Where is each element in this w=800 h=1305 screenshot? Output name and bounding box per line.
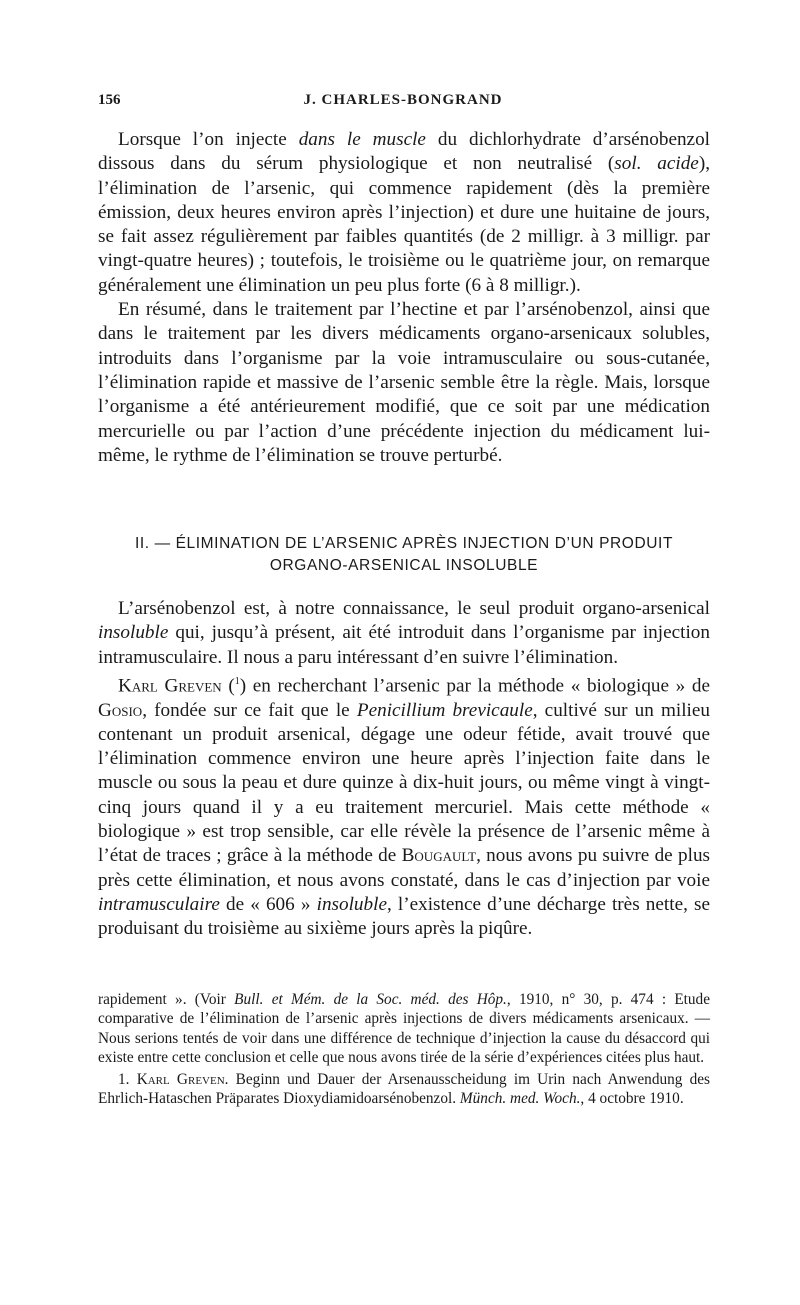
text-run: qui, jusqu’à présent, ait été introduit dans l’organisme par injection intramusculaire. Il nous a paru intéressant d’en suivre l’élimination. bbox=[98, 622, 710, 668]
text-run: , nous avons pu suivre de plus près cette élimination, et nous avons constaté, dans le cas d’injection par voie bbox=[98, 845, 711, 891]
italic-text: Penicillium brevicaule bbox=[356, 699, 533, 721]
text-run: rapidement ». (Voir bbox=[98, 991, 235, 1008]
paragraph bbox=[98, 128, 710, 298]
author-name: Karl Greven bbox=[136, 1070, 225, 1088]
italic-text: Bull. et Mém. de la Soc. méd. des Hôp. bbox=[234, 991, 507, 1008]
footnote-1 bbox=[98, 1070, 710, 1109]
paragraph bbox=[98, 597, 710, 670]
text-run: Lorsque l’on injecte bbox=[118, 129, 299, 150]
text-run: En résumé, dans le traitement par l’hectine et par l’arsénobenzol, ainsi que dans le traitement par les divers médicaments organo-arsenicaux solubles, introduits dans l’organisme par la voie intramusculaire ou sous-cutanée, l’élimination rapide et massive de l’arsenic semble être la règle. Mais, lorsque l’organisme a été antérieurement modifié, que ce soit par une médication mercurielle ou par l’action d’une précédente injection du médicament lui-même, le rythme de l’élimination se trouve perturbé. bbox=[98, 299, 710, 466]
text-run: ), l’élimination de l’arsenic, qui commence rapidement (dès la première émission, deux heures environ après l’injection) et dure une huitaine de jours, se fait assez régulièrement par faibles quantités (de 2 milligr. à 3 milligr. par vingt-quatre heures) ; toutefois, le troisième ou le quatrième jour, on remarque généralement une élimination un peu plus forte (6 à 8 milligr.). bbox=[98, 153, 710, 296]
section-heading-line1: II. — ÉLIMINATION DE L’ARSENIC APRÈS INJECTION D’UN PRODUIT bbox=[134, 535, 674, 552]
text-run: de « 606 » bbox=[219, 893, 317, 915]
text-run: , cultivé sur un milieu contenant un produit arsenical, dégage une odeur fétide, avait trouvé que l’élimination commence environ une heure après l’injection faite dans le muscle ou sous la peau et dure quinze à dix-huit jours, ou même vingt à vingt-cinq jours quand il y a eu traitement mercuriel. Mais cette méthode « biologique » est trop sensible, car elle révèle la présence de l’arsenic même à l’état de traces ; grâce à la méthode de bbox=[98, 699, 711, 867]
author-name: Gosio bbox=[98, 699, 143, 721]
author-name: Karl Greven bbox=[118, 675, 222, 697]
page-header bbox=[98, 92, 708, 116]
author-name: Bougault bbox=[401, 845, 477, 867]
running-head: J. CHARLES-BONGRAND bbox=[303, 92, 503, 108]
italic-text: insoluble bbox=[316, 893, 387, 915]
italic-text: dans le muscle bbox=[298, 129, 426, 150]
italic-text: intramusculaire bbox=[98, 893, 220, 915]
footnote-ref: 1 bbox=[234, 675, 240, 687]
text-run: , l’existence d’une décharge très nette, se produisant du troisième au sixième jours après la piqûre. bbox=[98, 893, 710, 940]
paragraph bbox=[98, 670, 710, 942]
italic-text: sol. acide bbox=[614, 153, 699, 175]
text-run: , 1910, n° 30, p. 474 : Etude comparative de l’élimination de l’arsenic après injections de divers médicaments arsenicaux. — Nous serions tentés de voir dans une différence de technique d’injection la cause du désaccord qui existe entre cette conclusion et celle que nous avons tirée de la série d’expériences citées plus haut. bbox=[98, 991, 710, 1067]
page-number: 156 bbox=[98, 92, 121, 108]
text-run: , 4 octobre 1910. bbox=[580, 1090, 684, 1108]
text-run: 1. bbox=[118, 1070, 137, 1088]
section-heading-line2: ORGANO-ARSENICAL INSOLUBLE bbox=[269, 557, 539, 574]
text-run: , fondée sur ce fait que le bbox=[142, 699, 357, 721]
section1-text bbox=[98, 128, 710, 468]
text-run: ( bbox=[221, 675, 235, 697]
footnotes bbox=[98, 990, 710, 1108]
paragraph bbox=[98, 298, 710, 468]
italic-text: Münch. med. Woch. bbox=[459, 1090, 581, 1108]
footnote-continuation bbox=[98, 990, 710, 1068]
text-run: . Beginn und Dauer der Arsenausscheidung im Urin nach Anwendung des Ehrlich-Hataschen Präparates Dioxydiamidoarsénobenzol. bbox=[98, 1070, 711, 1108]
section2-text bbox=[98, 597, 710, 942]
italic-text: insoluble bbox=[98, 622, 169, 644]
text-run: L’arsénobenzol est, à notre connaissance, le seul produit organo-arsenical bbox=[118, 598, 710, 619]
section-heading bbox=[98, 533, 710, 577]
text-run: du dichlorhydrate d’arsénobenzol dissous dans du sérum physiologique et non neutralisé ( bbox=[98, 129, 710, 175]
text-run: ) en recherchant l’arsenic par la méthode « biologique » de bbox=[239, 675, 711, 697]
